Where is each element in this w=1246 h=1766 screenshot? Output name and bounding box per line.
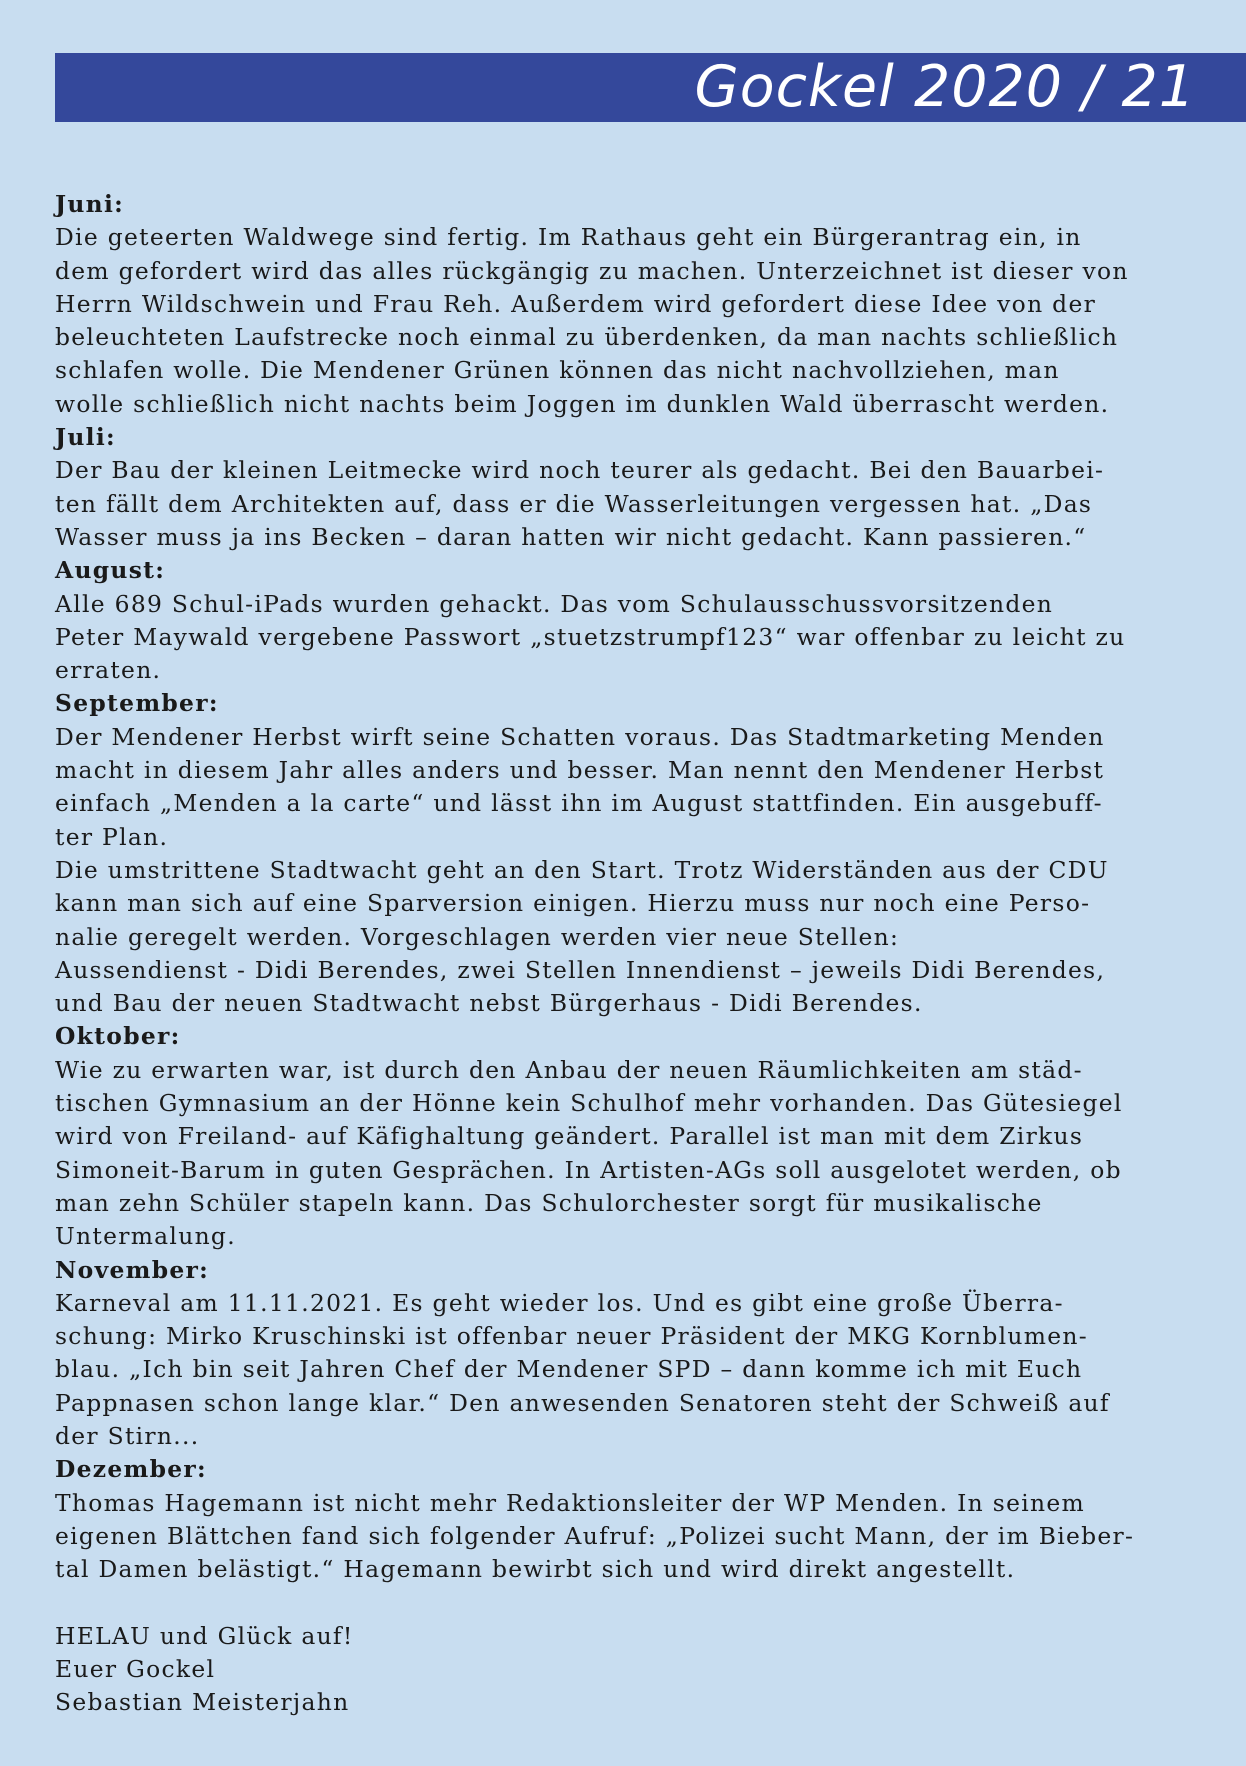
text-line: Der Bau der kleinen Leitmecke wird noch teurer als gedacht. Bei den Bauarbei- xyxy=(55,456,1105,485)
text-line: wolle schließlich nicht nachts beim Joggen im dunklen Wald überrascht werden. xyxy=(55,389,1110,418)
text-line: Pappnasen schon lange klar.“ Den anwesenden Senatoren steht der Schweiß auf xyxy=(55,1388,1110,1417)
month-heading-juli: Juli: xyxy=(55,423,116,452)
text-line: Der Mendener Herbst wirft seine Schatten voraus. Das Stadtmarketing Menden xyxy=(55,722,1105,751)
closing-greeting: HELAU und Glück auf! xyxy=(55,1621,354,1650)
text-line: tal Damen belästigt.“ Hagemann bewirbt sich und wird direkt angestellt. xyxy=(55,1555,1016,1584)
text-line: eigenen Blättchen fand sich folgender Aufruf: „Polizei sucht Mann, der im Bieber- xyxy=(55,1521,1135,1550)
text-line: kann man sich auf eine Sparversion einigen. Hierzu muss nur noch eine Perso- xyxy=(55,889,1091,918)
text-line: Karneval am 11.11.2021. Es geht wieder los. Und es gibt eine große Überra- xyxy=(55,1288,1064,1317)
page-title: Gockel 2020 / 21 xyxy=(694,54,1196,120)
text-line: Peter Maywald vergebene Passwort „stuetzstrumpf123“ war offenbar zu leicht zu xyxy=(55,622,1126,651)
month-heading-juni: Juni: xyxy=(55,190,125,218)
text-line: dem gefordert wird das alles rückgängig zu machen. Unterzeichnet ist dieser von xyxy=(55,256,1129,285)
text-line: beleuchteten Laufstrecke noch einmal zu überdenken, da man nachts schließlich xyxy=(55,323,1119,352)
text-line: Untermalung. xyxy=(55,1222,236,1251)
closing-author: Sebastian Meisterjahn xyxy=(55,1688,350,1717)
month-heading-oktober: Oktober: xyxy=(55,1022,181,1051)
text-line: ten fällt dem Architekten auf, dass er die Wasserleitungen vergessen hat. „Das xyxy=(55,489,1093,518)
text-line: Wie zu erwarten war, ist durch den Anbau der neuen Räumlichkeiten am städ- xyxy=(55,1055,1083,1084)
month-heading-september: September: xyxy=(55,689,219,718)
spacer xyxy=(55,1586,1205,1619)
text-line: Wasser muss ja ins Becken – daran hatten wir nicht gedacht. Kann passieren.“ xyxy=(55,522,1087,551)
text-line: wird von Freiland- auf Käfighaltung geändert. Parallel ist man mit dem Zirkus xyxy=(55,1122,1084,1151)
text-line: Die umstrittene Stadtwacht geht an den Start. Trotz Widerständen aus der CDU xyxy=(55,855,1109,884)
text-line: man zehn Schüler stapeln kann. Das Schulorchester sorgt für musikalische xyxy=(55,1188,1043,1217)
text-line: macht in diesem Jahr alles anders und besser. Man nennt den Mendener Herbst xyxy=(55,756,1105,785)
text-line: blau. „Ich bin seit Jahren Chef der Mendener SPD – dann komme ich mit Euch xyxy=(55,1355,1083,1384)
text-line: Die geteerten Waldwege sind fertig. Im Rathaus geht ein Bürgerantrag ein, in xyxy=(55,223,1082,252)
text-line: Herrn Wildschwein und Frau Reh. Außerdem wird gefordert diese Idee von der xyxy=(55,289,1097,318)
text-line: erraten. xyxy=(55,656,162,685)
text-line: und Bau der neuen Stadtwacht nebst Bürgerhaus - Didi Berendes. xyxy=(55,989,923,1018)
month-heading-august: August: xyxy=(55,556,166,585)
closing-sender: Euer Gockel xyxy=(55,1655,216,1684)
header-band xyxy=(55,53,1246,122)
text-line: nalie geregelt werden. Vorgeschlagen werden vier neue Stellen: xyxy=(55,922,900,951)
text-line: Simoneit-Barum in guten Gesprächen. In Artisten-AGs soll ausgelotet werden, ob xyxy=(55,1155,1122,1184)
text-line: schung: Mirko Kruschinski ist offenbar neuer Präsident der MKG Kornblumen- xyxy=(55,1322,1088,1351)
text-line: einfach „Menden a la carte“ und lässt ihn im August stattfinden. Ein ausgebuff- xyxy=(55,789,1103,818)
month-heading-dezember: Dezember: xyxy=(55,1455,207,1484)
text-line: Aussendienst - Didi Berendes, zwei Stellen Innendienst – jeweils Didi Berendes, xyxy=(55,955,1106,984)
text-line: Thomas Hagemann ist nicht mehr Redaktionsleiter der WP Menden. In seinem xyxy=(55,1488,1085,1517)
month-heading-november: November: xyxy=(55,1255,210,1284)
text-line: Alle 689 Schul-iPads wurden gehackt. Das vom Schulausschussvorsitzenden xyxy=(55,589,1054,618)
text-line: tischen Gymnasium an der Hönne kein Schulhof mehr vorhanden. Das Gütesiegel xyxy=(55,1089,1123,1118)
article-body xyxy=(55,188,1205,1720)
text-line: ter Plan. xyxy=(55,822,169,851)
text-line: der Stirn... xyxy=(55,1421,200,1450)
text-line: schlafen wolle. Die Mendener Grünen können das nicht nachvollziehen, man xyxy=(55,356,1060,385)
